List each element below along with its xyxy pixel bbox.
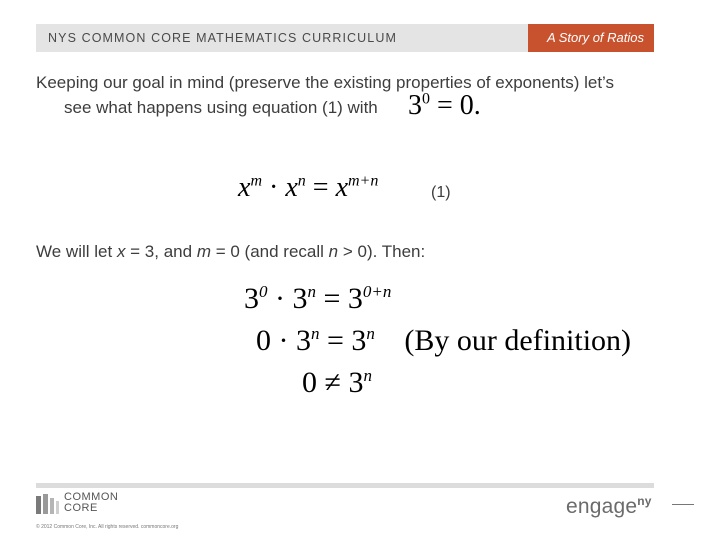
p2-text-d: > 0). Then: xyxy=(338,242,426,261)
footer-divider xyxy=(36,483,654,488)
derivation-row-3 xyxy=(302,366,372,400)
common-core-wordmark xyxy=(64,492,118,514)
p2-text-b: = 3, and xyxy=(125,242,197,261)
eq1-mn: m+n xyxy=(348,172,379,190)
let-paragraph xyxy=(36,242,425,262)
equation-number: (1) xyxy=(431,184,451,201)
p2-var-n: n xyxy=(328,242,339,261)
equation-1 xyxy=(238,172,378,204)
eq1-n: n xyxy=(297,172,306,190)
eq1-x1: x xyxy=(238,172,251,203)
row1-base: 3 xyxy=(244,282,259,315)
brand-text: engage xyxy=(566,495,638,518)
inline-equation xyxy=(408,90,481,122)
eq1-m: m xyxy=(250,172,262,190)
p2-text-a: We will let xyxy=(36,242,117,261)
row1-exp-0n: 0+n xyxy=(362,282,392,301)
engageny-logo xyxy=(566,494,652,519)
eq1-x3: x xyxy=(335,172,348,203)
wordmark-line-2: CORE xyxy=(64,502,98,514)
row1-exp: 0 xyxy=(259,282,268,301)
definition-note: (By our definition) xyxy=(404,324,632,357)
eq1-equals: = xyxy=(305,172,336,203)
derivation-row-1 xyxy=(244,282,391,316)
intro-line-2: see what happens using equation (1) with xyxy=(64,98,378,117)
footer-dash xyxy=(672,504,694,505)
p2-var-x: x xyxy=(116,242,126,261)
curriculum-title: NYS COMMON CORE MATHEMATICS CURRICULUM xyxy=(48,31,397,45)
intro-paragraph xyxy=(36,70,686,120)
row2-lhs: 0 · 3 xyxy=(256,324,311,357)
row1-exp-n: n xyxy=(307,282,316,301)
series-badge xyxy=(528,24,654,52)
row1-dot-3: · 3 xyxy=(267,282,308,315)
eq1-dot: · xyxy=(262,172,286,203)
series-title: A Story of Ratios xyxy=(546,30,644,45)
p2-var-m: m xyxy=(196,242,211,261)
intro-line-1: Keeping our goal in mind (preserve the existing properties of exponents) let’s xyxy=(36,73,615,92)
row2-eq-3: = 3 xyxy=(319,324,367,357)
inline-exponent: 0 xyxy=(422,90,430,108)
brand-sup: ny xyxy=(637,494,652,508)
header-band xyxy=(36,24,654,52)
row2-exp-n: n xyxy=(311,324,320,343)
p2-text-c: = 0 (and recall xyxy=(210,242,329,261)
inline-base: 3 xyxy=(408,90,422,121)
inline-rest: = 0. xyxy=(430,90,481,121)
common-core-logo-icon xyxy=(36,494,60,514)
copyright-text: © 2012 Common Core, Inc. All rights reserved. commoncore.org xyxy=(36,524,179,530)
row2-rhs-exp: n xyxy=(366,324,375,343)
wordmark-line-1: COMMON xyxy=(64,491,119,503)
eq1-x2: x xyxy=(285,172,298,203)
derivation-row-2 xyxy=(256,324,631,358)
row3-lhs: 0 ≠ 3 xyxy=(302,366,364,399)
row3-exp-n: n xyxy=(363,366,372,385)
row1-eq-3: = 3 xyxy=(316,282,363,315)
